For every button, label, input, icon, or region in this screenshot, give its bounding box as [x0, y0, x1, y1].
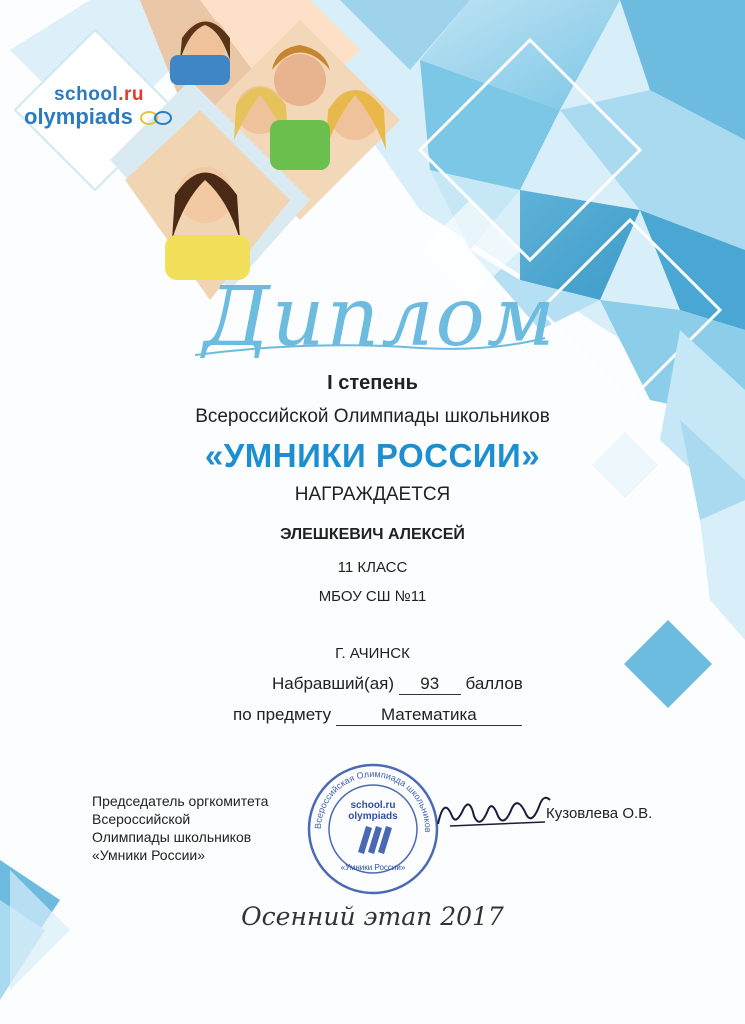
- organization-stamp: [306, 762, 440, 896]
- stamp-emblem: [358, 826, 392, 854]
- pupil-city: Г. АЧИНСК: [335, 645, 410, 662]
- score-prefix: Набравший(ая): [272, 674, 395, 693]
- subject-prefix: по предмету: [233, 705, 332, 724]
- pupil-grade: 11 КЛАСС: [337, 559, 408, 576]
- stamp-ring-text: Всероссийская Олимпиада школьников: [312, 768, 434, 833]
- chair-line-2: Всероссийской: [92, 811, 191, 827]
- school-ru-olympiads-logo: [24, 84, 174, 130]
- stamp-logo-olympiads: olympiads: [348, 811, 398, 822]
- stamp-logo-school: school.ru: [350, 800, 396, 811]
- title-flourish: [190, 330, 550, 370]
- olympic-rings-icon: [139, 110, 173, 126]
- logo-ru-text: .ru: [118, 84, 144, 105]
- pupil-school: МБОУ СШ №11: [318, 588, 427, 605]
- awarded-text: НАГРАЖДАЕТСЯ: [294, 484, 451, 505]
- chair-line-3: Олимпиады школьников: [92, 829, 252, 845]
- stamp-bottom-text: «Умники России»: [340, 863, 406, 872]
- score-value: 93: [399, 674, 461, 695]
- diploma-title: Диплом: [203, 270, 557, 365]
- chair-line-1: Председатель оргкомитета: [92, 793, 269, 809]
- pupil-name: ЭЛЕШКЕВИЧ АЛЕКСЕЙ: [280, 526, 465, 543]
- subject-value: Математика: [336, 705, 522, 726]
- score-row: [272, 674, 523, 695]
- logo-school-text: school: [53, 84, 119, 105]
- score-suffix: баллов: [465, 674, 523, 693]
- season-text: Осенний этап 2017: [241, 902, 504, 931]
- subject-row: [233, 705, 522, 726]
- olympiad-text: Всероссийской Олимпиады школьников: [195, 406, 550, 427]
- olympiad-name: «УМНИКИ РОССИИ»: [204, 437, 541, 474]
- signature: [430, 786, 555, 836]
- signer-name: Кузовлева О.В.: [546, 805, 653, 822]
- degree-text: I степень: [327, 372, 418, 394]
- logo-olympiads-text: olympiads: [24, 104, 133, 129]
- chair-line-4: «Умники России»: [92, 847, 205, 863]
- chairman-block: [92, 792, 268, 864]
